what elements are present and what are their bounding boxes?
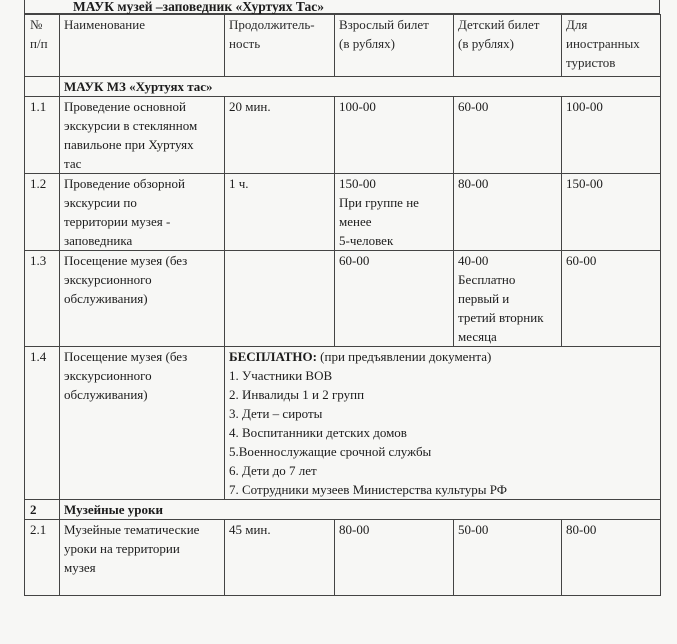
table-row [25,347,661,500]
document-title: МАУК музей –заповедник «Хуртуях Тас» [73,0,324,14]
free-list-item: 4. Воспитанники детских домов [229,425,407,440]
free-list-cell [225,347,661,500]
section-row-2 [25,500,661,520]
row-foreign: 100-00 [562,97,661,174]
section-row-1 [25,77,661,97]
row-adult: 60-00 [335,251,454,347]
table-header-row [25,15,661,77]
row-num: 1.3 [25,251,60,347]
row-child: 40-00 Бесплатно первый и третий вторник месяца [454,251,562,347]
header-name: Наименование [60,15,225,77]
free-list-item: 1. Участники ВОВ [229,368,333,383]
table-row [25,174,661,251]
table-row [25,251,661,347]
free-list-item: 3. Дети – сироты [229,406,323,421]
row-num: 1.1 [25,97,60,174]
row-duration [225,251,335,347]
section-num [25,77,60,97]
section-title: МАУК МЗ «Хуртуях тас» [60,77,661,97]
header-duration: Продолжитель- ность [225,15,335,77]
title-strip [24,0,660,14]
row-name: Проведение обзорной экскурсии по территории музея - заповедника [60,174,225,251]
row-adult: 80-00 [335,520,454,596]
row-name: Посещение музея (без экскурсионного обслуживания) [60,347,225,500]
row-num: 1.2 [25,174,60,251]
free-heading: БЕСПЛАТНО: (при предъявлении документа) [229,349,492,364]
free-list-item: 2. Инвалиды 1 и 2 групп [229,387,365,402]
header-child: Детский билет (в рублях) [454,15,562,77]
row-adult: 150-00 При группе не менее 5-человек [335,174,454,251]
row-foreign: 150-00 [562,174,661,251]
header-adult: Взрослый билет (в рублях) [335,15,454,77]
row-duration: 20 мин. [225,97,335,174]
free-list-item: 7. Сотрудники музеев Министерства культуры РФ [229,482,508,497]
header-num: № п/п [25,15,60,77]
row-child: 50-00 [454,520,562,596]
row-foreign: 60-00 [562,251,661,347]
row-child: 80-00 [454,174,562,251]
price-table [24,14,661,596]
free-list-item: 6. Дети до 7 лет [229,463,317,478]
table-row [25,97,661,174]
row-duration: 45 мин. [225,520,335,596]
row-num: 2.1 [25,520,60,596]
row-adult: 100-00 [335,97,454,174]
free-list-item: 5.Военнослужащие срочной службы [229,444,432,459]
row-child: 60-00 [454,97,562,174]
header-foreign: Для иностранных туристов [562,15,661,77]
table-row [25,520,661,596]
row-name: Проведение основной экскурсии в стеклянном павильоне при Хуртуях тас [60,97,225,174]
row-duration: 1 ч. [225,174,335,251]
row-foreign: 80-00 [562,520,661,596]
row-num: 1.4 [25,347,60,500]
section-title: Музейные уроки [60,500,661,520]
row-name: Музейные тематические уроки на территории музея [60,520,225,596]
section-num: 2 [25,500,60,520]
row-name: Посещение музея (без экскурсионного обслуживания) [60,251,225,347]
